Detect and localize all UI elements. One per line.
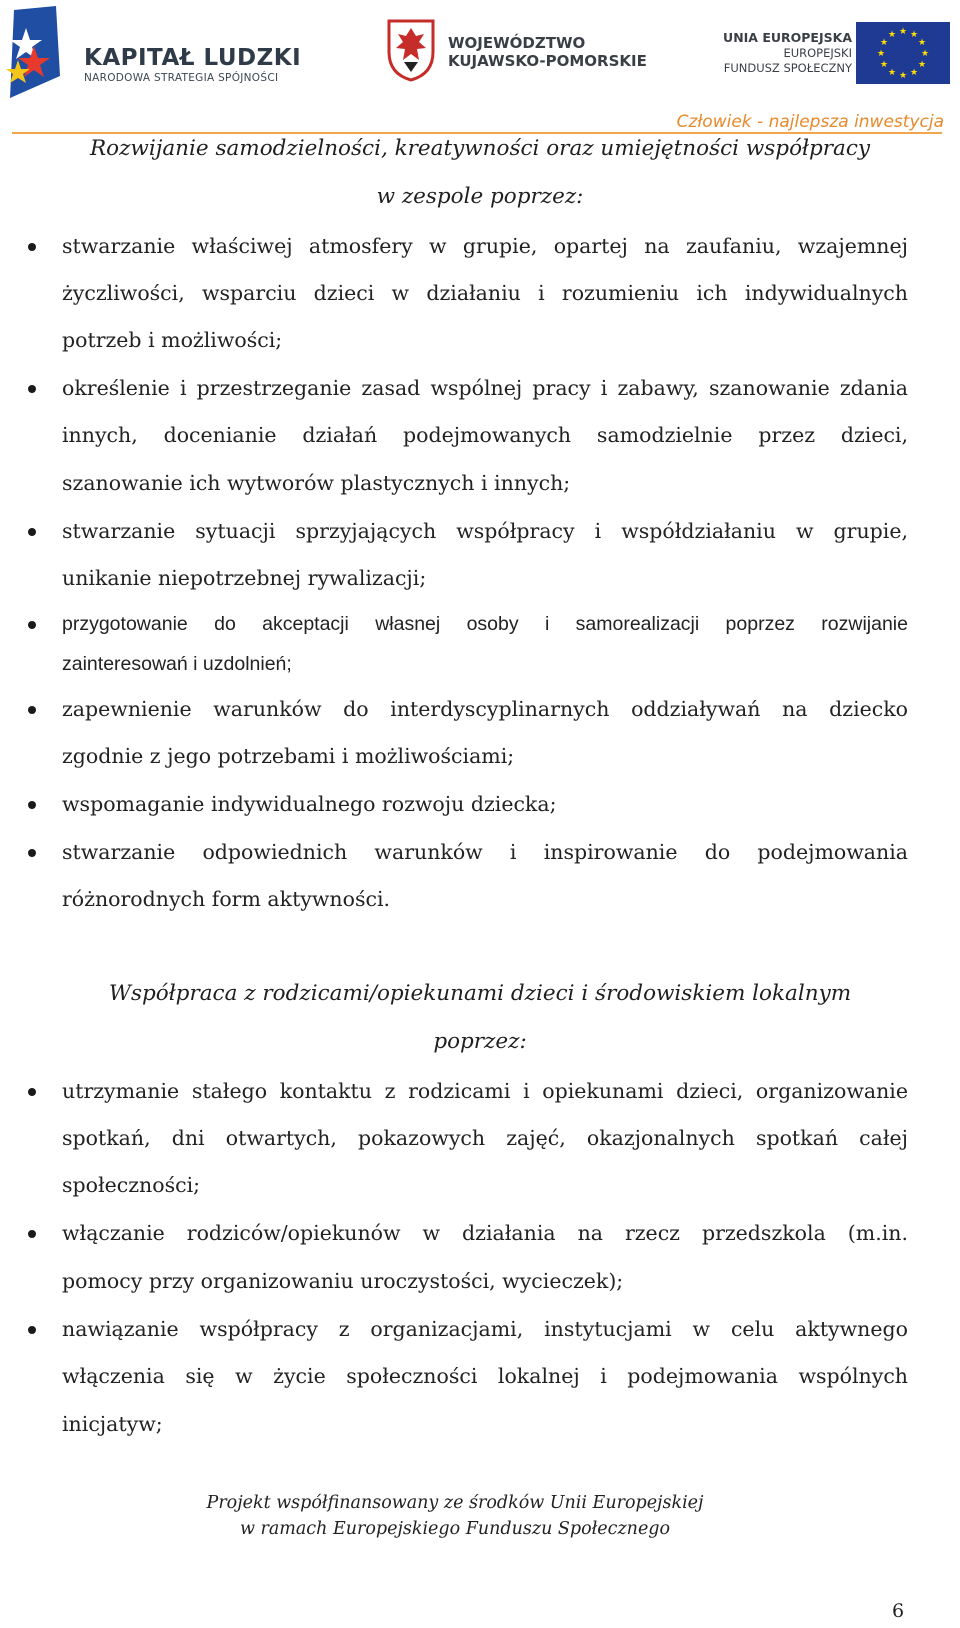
section2-heading-line1: Współpraca z rodzicami/opiekunami dzieci i środowiskiem lokalnym xyxy=(108,981,852,1006)
list-item-line: wspomaganie indywidualnego rozwoju dziecka; xyxy=(62,792,557,816)
list-item-line: pomocy przy organizowaniu uroczystości, wycieczek); xyxy=(62,1269,624,1293)
eu-line2: EUROPEJSKI xyxy=(783,46,852,60)
svg-text:★: ★ xyxy=(909,30,919,40)
section1-heading-line1: Rozwijanie samodzielności, kreatywności oraz umiejętności współpracy xyxy=(89,136,871,161)
section2-heading-line2: poprzez: xyxy=(433,1029,527,1054)
bullet-icon xyxy=(26,704,38,716)
eu-line3: FUNDUSZ SPOŁECZNY xyxy=(723,61,852,75)
list-item-line: nawiązanie współpracy z organizacjami, instytucjami w celu aktywnego xyxy=(62,1317,908,1341)
list-item-line: zgodnie z jego potrzebami i możliwościami; xyxy=(62,744,515,768)
section1-heading-line2: w zespole poprzez: xyxy=(376,184,584,209)
list-item-line: społeczności; xyxy=(62,1173,201,1197)
list-item-line: określenie i przestrzeganie zasad wspólnej pracy i zabawy, szanowanie zdania xyxy=(62,376,908,400)
bullet-icon xyxy=(26,847,38,859)
list-item-line: unikanie niepotrzebnej rywalizacji; xyxy=(62,566,427,590)
kapital-ludzki-emblem-icon xyxy=(4,6,66,102)
svg-text:★: ★ xyxy=(879,38,889,48)
bullet-icon xyxy=(26,1324,38,1336)
list-item-line: szanowanie ich wytworów plastycznych i innych; xyxy=(62,471,571,495)
wojewodztwo-logo xyxy=(386,18,646,88)
bullet-icon xyxy=(26,799,38,811)
footer-line2: w ramach Europejskiego Funduszu Społecznego xyxy=(239,1519,671,1539)
unia-europejska-logo xyxy=(722,22,954,88)
svg-text:★: ★ xyxy=(898,71,908,81)
list-item-line: włączenia się w życie społeczności lokalnej i podejmowania wspólnych xyxy=(62,1364,908,1388)
list-item-line: różnorodnych form aktywności. xyxy=(62,887,391,911)
list-item-line: zainteresowań i uzdolnień; xyxy=(62,653,292,675)
svg-text:★: ★ xyxy=(898,27,908,37)
svg-text:★: ★ xyxy=(917,60,927,70)
wojewodztwo-line1: WOJEWÓDZTWO xyxy=(448,34,586,52)
bullet-icon xyxy=(26,1228,38,1240)
list-item-line: utrzymanie stałego kontaktu z rodzicami i opiekunami dzieci, organizowanie xyxy=(62,1079,908,1103)
bullet-icon xyxy=(26,619,38,631)
svg-text:★: ★ xyxy=(887,30,897,40)
bullet-icon xyxy=(26,1086,38,1098)
list-item-line: inicjatyw; xyxy=(62,1412,163,1436)
kapital-ludzki-title: KAPITAŁ LUDZKI xyxy=(84,45,302,71)
wojewodztwo-line2: KUJAWSKO-POMORSKIE xyxy=(448,52,647,70)
list-item-line: spotkań, dni otwartych, pokazowych zajęć, okazjonalnych spotkań całej xyxy=(62,1126,908,1150)
svg-text:★: ★ xyxy=(876,49,886,59)
list-item-line: stwarzanie odpowiednich warunków i inspirowanie do podejmowania xyxy=(62,840,908,864)
svg-text:★: ★ xyxy=(887,68,897,78)
header-divider xyxy=(12,132,942,134)
eu-flag-icon xyxy=(856,22,950,84)
list-item-line: stwarzanie sytuacji sprzyjających współpracy i współdziałaniu w grupie, xyxy=(62,519,908,543)
footer-line1: Projekt współfinansowany ze środków Unii Europejskiej xyxy=(206,1493,704,1513)
svg-text:★: ★ xyxy=(920,49,930,59)
list-item-line: przygotowanie do akceptacji własnej osoby i samorealizacji poprzez rozwijanie xyxy=(62,613,908,635)
kujawsko-pomorskie-crest-icon xyxy=(386,18,436,82)
svg-text:★: ★ xyxy=(909,68,919,78)
list-item-line: potrzeb i możliwości; xyxy=(62,328,283,352)
list-item-line: życzliwości, wsparciu dzieci w działaniu i rozumieniu ich indywidualnych xyxy=(62,281,908,305)
list-item-line: włączanie rodziców/opiekunów w działania na rzecz przedszkola (m.in. xyxy=(62,1221,908,1245)
svg-text:★: ★ xyxy=(917,38,927,48)
bullet-icon xyxy=(26,383,38,395)
list-item-line: innych, docenianie działań podejmowanych samodzielnie przez dzieci, xyxy=(62,423,908,447)
svg-text:★: ★ xyxy=(879,60,889,70)
list-item-line: stwarzanie właściwej atmosfery w grupie, opartej na zaufaniu, wzajemnej xyxy=(62,234,908,258)
bullet-icon xyxy=(26,526,38,538)
bullet-icon xyxy=(26,241,38,253)
page-header xyxy=(0,0,960,140)
kapital-ludzki-logo xyxy=(4,6,304,102)
slogan: Człowiek - najlepsza inwestycja xyxy=(676,112,944,132)
page-number: 6 xyxy=(892,1600,905,1622)
kapital-ludzki-subtitle: NARODOWA STRATEGIA SPÓJNOŚCI xyxy=(84,72,279,84)
list-item-line: zapewnienie warunków do interdyscyplinarnych oddziaływań na dziecko xyxy=(62,697,908,721)
eu-line1: UNIA EUROPEJSKA xyxy=(723,30,852,45)
